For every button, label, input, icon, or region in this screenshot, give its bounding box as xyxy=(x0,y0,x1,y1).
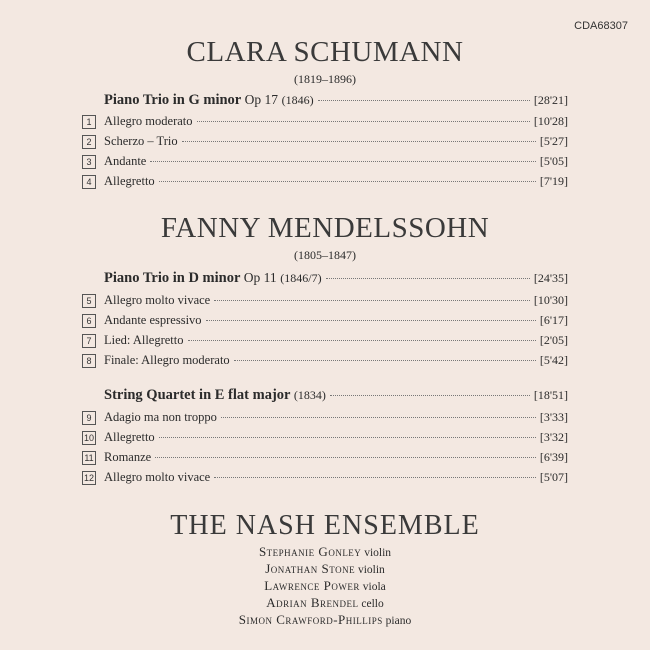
track-number: 5 xyxy=(82,294,96,308)
work-opus: Op 17 xyxy=(244,92,278,107)
leader-dots xyxy=(150,161,535,162)
work-year: (1846/7) xyxy=(280,271,322,285)
track-title: Lied: Allegretto xyxy=(104,333,184,347)
track-row xyxy=(82,430,568,448)
performer-instrument: violin xyxy=(364,547,392,559)
performer-name: Simon Crawford-Phillips xyxy=(238,612,383,627)
track-duration: [5'27] xyxy=(539,134,568,148)
track-duration: [5'42] xyxy=(539,353,568,367)
work-piano-trio-d-minor xyxy=(82,270,568,288)
work-opus: Op 11 xyxy=(243,270,277,285)
track-title: Scherzo – Trio xyxy=(104,134,178,148)
leader-dots xyxy=(206,320,536,321)
performer-instrument: violin xyxy=(357,564,385,576)
composer-name-clara-schumann: CLARA SCHUMANN xyxy=(186,36,464,68)
track-row xyxy=(82,470,568,488)
performer-line xyxy=(0,612,650,628)
leader-dots xyxy=(155,457,536,458)
track-number: 11 xyxy=(82,451,96,465)
performer-line xyxy=(0,544,650,560)
track-row xyxy=(82,313,568,331)
track-duration: [5'07] xyxy=(539,470,568,484)
performer-instrument: cello xyxy=(361,598,384,610)
performer-line xyxy=(0,561,650,577)
track-title: Allegro molto vivace xyxy=(104,470,211,484)
leader-dots xyxy=(197,121,530,122)
track-duration: [3'33] xyxy=(539,410,568,424)
leader-dots xyxy=(159,181,536,182)
track-title: Allegretto xyxy=(104,174,155,188)
catalog-number: CDA68307 xyxy=(574,20,628,32)
performer-line xyxy=(0,595,650,611)
track-number: 1 xyxy=(82,115,96,129)
track-title: Allegro molto vivace xyxy=(104,293,211,307)
track-number: 10 xyxy=(83,433,94,443)
track-title: Allegro moderato xyxy=(104,114,193,128)
track-duration: [10'28] xyxy=(533,114,568,128)
track-title: Adagio ma non troppo xyxy=(104,410,217,424)
performer-line xyxy=(0,578,650,594)
track-number: 6 xyxy=(82,314,96,328)
track-row xyxy=(82,114,568,132)
track-number: 8 xyxy=(82,354,96,368)
leader-dots xyxy=(159,437,536,438)
work-duration: [24'35] xyxy=(533,271,568,285)
composer-name-fanny-mendelssohn: FANNY MENDELSSOHN xyxy=(160,212,490,244)
track-duration: [10'30] xyxy=(533,293,568,307)
composer-dates: (1819–1896) xyxy=(294,72,356,86)
track-duration: [7'19] xyxy=(539,174,568,188)
track-number: 9 xyxy=(82,411,96,425)
track-duration: [6'17] xyxy=(539,313,568,327)
track-row xyxy=(82,333,568,351)
work-title: Piano Trio in D minor xyxy=(104,270,241,286)
track-title: Andante xyxy=(104,154,147,168)
performer-instrument: viola xyxy=(362,581,386,593)
leader-dots xyxy=(330,395,530,396)
track-number: 2 xyxy=(82,135,96,149)
track-title: Romanze xyxy=(104,450,152,464)
track-title: Finale: Allegro moderato xyxy=(104,353,230,367)
work-title: String Quartet in E flat major xyxy=(104,387,291,403)
track-row xyxy=(82,134,568,152)
work-year: (1834) xyxy=(293,388,326,402)
track-row xyxy=(82,154,568,172)
performer-name: Adrian Brendel xyxy=(266,595,359,610)
performer-name: Lawrence Power xyxy=(264,578,360,593)
leader-dots xyxy=(234,360,536,361)
work-duration: [18'51] xyxy=(533,388,568,402)
leader-dots xyxy=(326,278,530,279)
work-string-quartet-e-flat xyxy=(82,387,568,405)
track-number: 3 xyxy=(82,155,96,169)
leader-dots xyxy=(318,100,530,101)
work-duration: [28'21] xyxy=(533,93,568,107)
track-title: Allegretto xyxy=(104,430,155,444)
track-number: 12 xyxy=(83,473,94,483)
track-row xyxy=(82,174,568,192)
track-title: Andante espressivo xyxy=(104,313,202,327)
track-duration: [6'39] xyxy=(539,450,568,464)
leader-dots xyxy=(221,417,536,418)
track-row xyxy=(82,293,568,311)
performer-instrument: piano xyxy=(385,615,412,627)
leader-dots xyxy=(188,340,536,341)
track-number: 7 xyxy=(82,334,96,348)
track-number: 4 xyxy=(82,175,96,189)
work-title: Piano Trio in G minor xyxy=(104,92,241,108)
track-duration: [2'05] xyxy=(539,333,568,347)
leader-dots xyxy=(214,477,536,478)
track-duration: [5'05] xyxy=(539,154,568,168)
performer-name: Jonathan Stone xyxy=(265,561,356,576)
track-row xyxy=(82,410,568,428)
composer-dates: (1805–1847) xyxy=(294,248,356,262)
track-row xyxy=(82,450,568,468)
leader-dots xyxy=(214,300,530,301)
ensemble-name: THE NASH ENSEMBLE xyxy=(170,510,480,541)
track-row xyxy=(82,353,568,371)
track-duration: [3'32] xyxy=(539,430,568,444)
leader-dots xyxy=(182,141,536,142)
performer-name: Stephanie Gonley xyxy=(258,544,362,559)
work-piano-trio-g-minor xyxy=(82,92,568,110)
work-year: (1846) xyxy=(281,93,314,107)
